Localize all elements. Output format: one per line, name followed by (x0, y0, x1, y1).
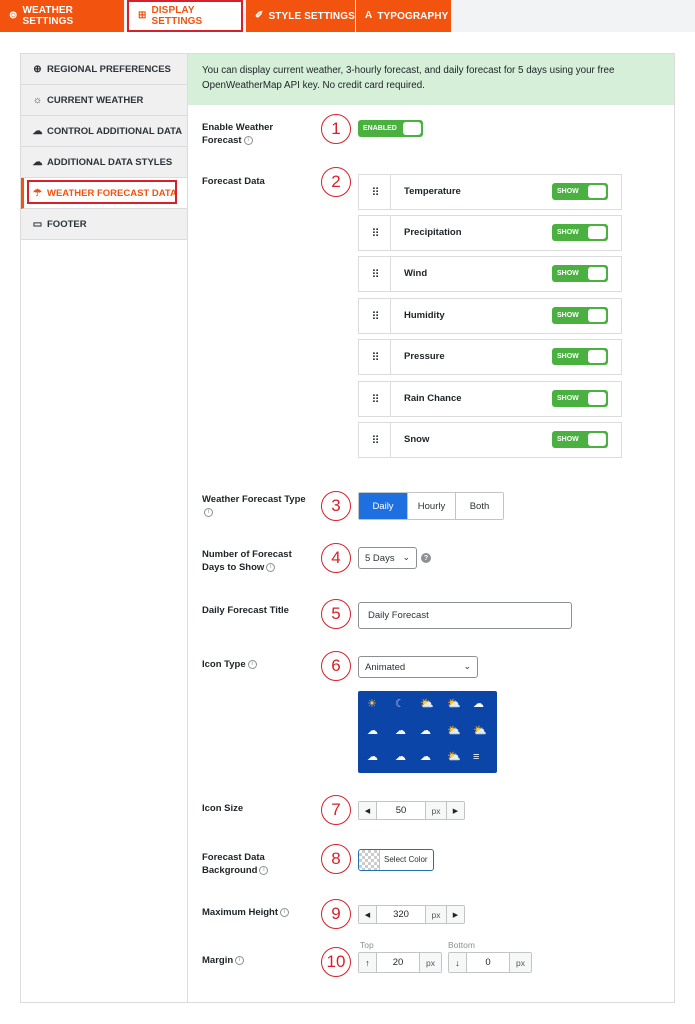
tab-style-settings[interactable] (246, 0, 355, 32)
forecast-row-humidity: ⠿ Humidity SHOW (358, 298, 622, 334)
forecast-row-snow: ⠿ Snow SHOW (358, 422, 622, 458)
fog-icon: ≡ (473, 751, 480, 763)
arrow-up-icon: ↑ (359, 953, 376, 972)
annotation-marker: 6 (321, 651, 351, 681)
tab-label: WEATHER SETTINGS (22, 5, 74, 27)
sun-icon: ☀ (367, 698, 377, 710)
sleet-icon: ⛅ (447, 751, 461, 763)
margin-bottom-input (448, 952, 532, 973)
enable-forecast-toggle[interactable]: ENABLED (358, 120, 423, 137)
forecast-type-segmented (358, 492, 504, 520)
icon-size-stepper (358, 801, 465, 820)
tab-label: STYLE SETTINGS (268, 10, 355, 22)
arrow-down-icon: ↓ (449, 953, 466, 972)
margin-bottom-value[interactable]: 0 (466, 953, 509, 972)
icon-size-value[interactable]: 50 (376, 802, 425, 819)
sidebar-item-label: CURRENT WEATHER (47, 94, 144, 106)
max-height-label: Maximum Height i (202, 906, 289, 919)
forecast-row-temperature: ⠿ Temperature SHOW (358, 174, 622, 210)
thunder-icon: ☁ (420, 751, 431, 763)
annotation-marker: 10 (321, 947, 351, 977)
select-color-button[interactable]: Select Color (358, 849, 434, 871)
icon-size-label: Icon Size (202, 803, 244, 814)
forecast-title-label: Daily Forecast Title (202, 605, 289, 616)
margin-top-value[interactable]: 20 (376, 953, 419, 972)
tab-weather-settings[interactable] (0, 0, 124, 32)
grid-icon: ⊞ (138, 10, 147, 21)
drag-handle-icon[interactable]: ⠿ (359, 340, 391, 374)
icon-type-label: Icon Type i (202, 658, 257, 671)
show-toggle[interactable]: SHOW (552, 431, 608, 448)
info-icon[interactable]: i (259, 866, 268, 875)
sidebar-item-label: WEATHER FORECAST DATA (47, 187, 177, 199)
margin-top-input (358, 952, 442, 973)
forecast-row-precipitation: ⠿ Precipitation SHOW (358, 215, 622, 251)
info-icon[interactable]: i (280, 908, 289, 917)
footer-icon: ▭ (32, 218, 43, 230)
sun-cloud-icon: ☼ (32, 94, 43, 106)
forecast-icon: ☂ (33, 187, 42, 199)
forecast-type-daily[interactable]: Daily (359, 493, 407, 519)
sidebar (21, 54, 188, 1002)
forecast-row-pressure: ⠿ Pressure SHOW (358, 339, 622, 375)
forecast-data-label: Forecast Data (202, 176, 265, 187)
forecast-days-label: Number of Forecast Days to Show i (202, 549, 292, 573)
weather-settings-icon: ⊛ (9, 10, 18, 21)
chevron-down-icon: ⌄ (463, 661, 471, 671)
show-toggle[interactable]: SHOW (552, 224, 608, 241)
drag-handle-icon[interactable]: ⠿ (359, 216, 391, 250)
info-icon[interactable]: i (244, 136, 253, 145)
margin-top-label: Top (360, 940, 374, 950)
unit-label: px (419, 953, 441, 972)
decrement-button[interactable]: ◀ (359, 802, 376, 819)
cloud-icon: ☁ (32, 125, 43, 137)
cloud-style-icon: ☁ (32, 156, 43, 168)
sidebar-item-label: CONTROL ADDITIONAL DATA (47, 125, 183, 137)
forecast-type-both[interactable]: Both (455, 493, 503, 519)
unit-label: px (509, 953, 531, 972)
color-swatch (359, 850, 380, 870)
typography-icon: A (365, 10, 373, 21)
tab-typography[interactable] (356, 0, 451, 32)
unit-label: px (425, 906, 447, 923)
clouds-icon: ☁ (395, 725, 406, 737)
rain-night-icon: ⛅ (473, 725, 487, 737)
show-toggle[interactable]: SHOW (552, 265, 608, 282)
help-icon[interactable]: ? (421, 553, 431, 563)
icon-type-select[interactable]: Animated ⌄ (358, 656, 478, 678)
annotation-marker: 7 (321, 795, 351, 825)
sidebar-item-footer[interactable] (21, 209, 187, 240)
annotation-marker: 2 (321, 167, 351, 197)
forecast-row-rain-chance: ⠿ Rain Chance SHOW (358, 381, 622, 417)
tab-label: DISPLAY SETTINGS (151, 5, 203, 27)
show-toggle[interactable]: SHOW (552, 390, 608, 407)
brush-icon: ✐ (255, 10, 264, 21)
annotation-marker: 3 (321, 491, 351, 521)
settings-panel (20, 53, 675, 1003)
icon-preview (358, 691, 497, 773)
info-icon[interactable]: i (204, 508, 213, 517)
snow-icon: ☁ (395, 751, 406, 763)
cloud-icon: ☁ (473, 698, 484, 710)
decrement-button[interactable]: ◀ (359, 906, 376, 923)
overcast-icon: ☁ (420, 725, 431, 737)
cloud-icon: ☁ (367, 725, 378, 737)
moon-icon: ☾ (395, 698, 405, 710)
globe-icon: ⊕ (33, 63, 42, 75)
partly-cloudy-night-icon: ⛅ (447, 698, 461, 710)
annotation-marker: 8 (321, 844, 351, 874)
annotation-marker: 9 (321, 899, 351, 929)
highlight-box (27, 180, 177, 204)
unit-label: px (425, 802, 447, 819)
sidebar-item-label: ADDITIONAL DATA STYLES (47, 156, 173, 168)
forecast-days-select[interactable]: 5 Days ⌄ (358, 547, 417, 569)
partly-cloudy-icon: ⛅ (420, 698, 434, 710)
info-icon[interactable]: i (235, 956, 244, 965)
enable-forecast-label: Enable Weather Forecast i (202, 122, 274, 146)
max-height-value[interactable]: 320 (376, 906, 425, 923)
show-toggle[interactable]: SHOW (552, 183, 608, 200)
forecast-title-input[interactable]: Daily Forecast (358, 602, 572, 629)
sidebar-item-label: FOOTER (47, 218, 87, 230)
info-notice: You can display current weather, 3-hourly forecast, and daily forecast for 5 days using your free OpenWeatherMap API key. No credit card required. (188, 54, 674, 105)
sidebar-item-additional-data-styles[interactable] (21, 147, 187, 178)
annotation-marker: 4 (321, 543, 351, 573)
margin-bottom-label: Bottom (448, 940, 475, 950)
forecast-row-wind: ⠿ Wind SHOW (358, 256, 622, 292)
forecast-type-hourly[interactable]: Hourly (407, 493, 455, 519)
tab-display-settings[interactable] (127, 0, 243, 32)
tab-label: TYPOGRAPHY (377, 10, 449, 22)
increment-button[interactable]: ▶ (447, 802, 464, 819)
top-nav (0, 0, 695, 32)
annotation-marker: 1 (321, 114, 351, 144)
forecast-type-label: Weather Forecast Type i (202, 494, 306, 515)
drag-handle-icon[interactable]: ⠿ (359, 382, 391, 416)
margin-label: Margin i (202, 954, 244, 967)
background-label: Forecast Data Background i (202, 851, 297, 877)
info-icon[interactable]: i (248, 660, 257, 669)
max-height-stepper (358, 905, 465, 924)
drag-handle-icon[interactable]: ⠿ (359, 423, 391, 457)
sidebar-item-regional-preferences[interactable] (21, 54, 187, 85)
sidebar-item-current-weather[interactable] (21, 85, 187, 116)
show-toggle[interactable]: SHOW (552, 307, 608, 324)
info-icon[interactable]: i (266, 563, 275, 572)
sidebar-item-control-additional-data[interactable] (21, 116, 187, 147)
drag-handle-icon[interactable]: ⠿ (359, 257, 391, 291)
annotation-marker: 5 (321, 599, 351, 629)
shower-icon: ⛅ (447, 725, 461, 737)
chevron-down-icon: ⌄ (402, 552, 410, 562)
rain-icon: ☁ (367, 751, 378, 763)
increment-button[interactable]: ▶ (447, 906, 464, 923)
drag-handle-icon[interactable]: ⠿ (359, 175, 391, 209)
drag-handle-icon[interactable]: ⠿ (359, 299, 391, 333)
show-toggle[interactable]: SHOW (552, 348, 608, 365)
sidebar-item-label: REGIONAL PREFERENCES (47, 63, 171, 75)
